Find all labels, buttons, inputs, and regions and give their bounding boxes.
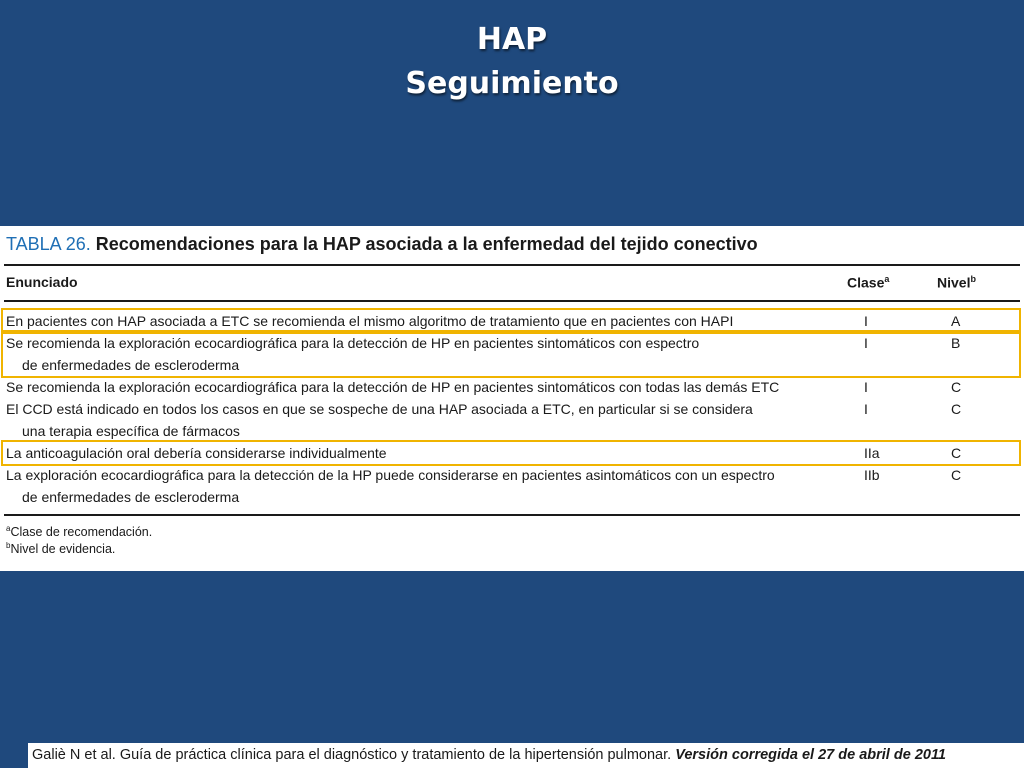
table-title: Recomendaciones para la HAP asociada a la enfermedad del tejido conectivo	[95, 234, 758, 254]
statement-line: En pacientes con HAP asociada a ETC se recomienda el mismo algoritmo de tratamiento que en pacientes con HAPI	[6, 313, 734, 329]
title-line-2: Seguimiento	[405, 66, 619, 101]
row-statement	[6, 310, 826, 332]
statement-line: Se recomienda la exploración ecocardiográfica para la detección de HP en pacientes sintomáticos con todas las demás ETC	[6, 379, 780, 395]
statement-line: El CCD está indicado en todos los casos en que se sospeche de una HAP asociada a ETC, en particular si se considera	[6, 401, 753, 417]
row-nivel: C	[951, 379, 962, 395]
statement-continuation: de enfermedades de escleroderma	[22, 489, 240, 505]
statement-continuation: una terapia específica de fármacos	[22, 423, 240, 439]
citation-text: Galiè N et al. Guía de práctica clínica para el diagnóstico y tratamiento de la hipertensión pulmonar.	[32, 747, 672, 763]
row-statement	[6, 332, 826, 376]
row-statement	[6, 376, 826, 398]
table-rule-top	[4, 264, 1020, 266]
row-nivel: C	[951, 467, 962, 483]
row-statement	[6, 464, 826, 508]
row-clase: IIa	[864, 445, 880, 461]
statement-continuation: de enfermedades de escleroderma	[22, 357, 240, 373]
slide-title	[0, 18, 1024, 106]
table-heading	[6, 234, 1016, 255]
table-row	[0, 442, 1024, 464]
table-row	[0, 376, 1024, 398]
table-row	[0, 332, 1024, 376]
table-row	[0, 464, 1024, 508]
table-row	[0, 310, 1024, 332]
row-nivel: C	[951, 445, 962, 461]
footnote-b: $^b$Nivel de evidencia.	[6, 541, 116, 557]
row-clase: I	[864, 401, 868, 417]
header-nivel: Nivel$^b$	[937, 274, 976, 291]
table-row	[0, 398, 1024, 442]
row-clase: I	[864, 335, 868, 351]
row-statement	[6, 442, 826, 464]
table-rule-bottom	[4, 514, 1020, 516]
header-enunciado: Enunciado	[6, 274, 78, 290]
citation	[28, 743, 1024, 768]
header-clase: Clase$^a$	[847, 274, 890, 291]
statement-line: La exploración ecocardiográfica para la detección de la HP puede considerarse en pacientes asintomáticos con un espectro	[6, 467, 775, 483]
statement-line: Se recomienda la exploración ecocardiográfica para la detección de HP en pacientes sintomáticos con espectro	[6, 335, 700, 351]
row-clase: I	[864, 379, 868, 395]
row-clase: I	[864, 313, 868, 329]
footnote-a: $^a$Clase de recomendación.	[6, 524, 153, 540]
row-clase: IIb	[864, 467, 880, 483]
row-statement	[6, 398, 826, 442]
table-number: TABLA 26.	[6, 234, 91, 254]
row-nivel: A	[951, 313, 961, 329]
row-nivel: B	[951, 335, 961, 351]
statement-line: La anticoagulación oral debería considerarse individualmente	[6, 445, 387, 461]
recommendations-table	[0, 226, 1024, 571]
table-rule-header	[4, 300, 1020, 302]
row-nivel: C	[951, 401, 962, 417]
citation-version: Versión corregida el 27 de abril de 2011	[675, 747, 946, 763]
title-line-1: HAP	[476, 22, 548, 57]
